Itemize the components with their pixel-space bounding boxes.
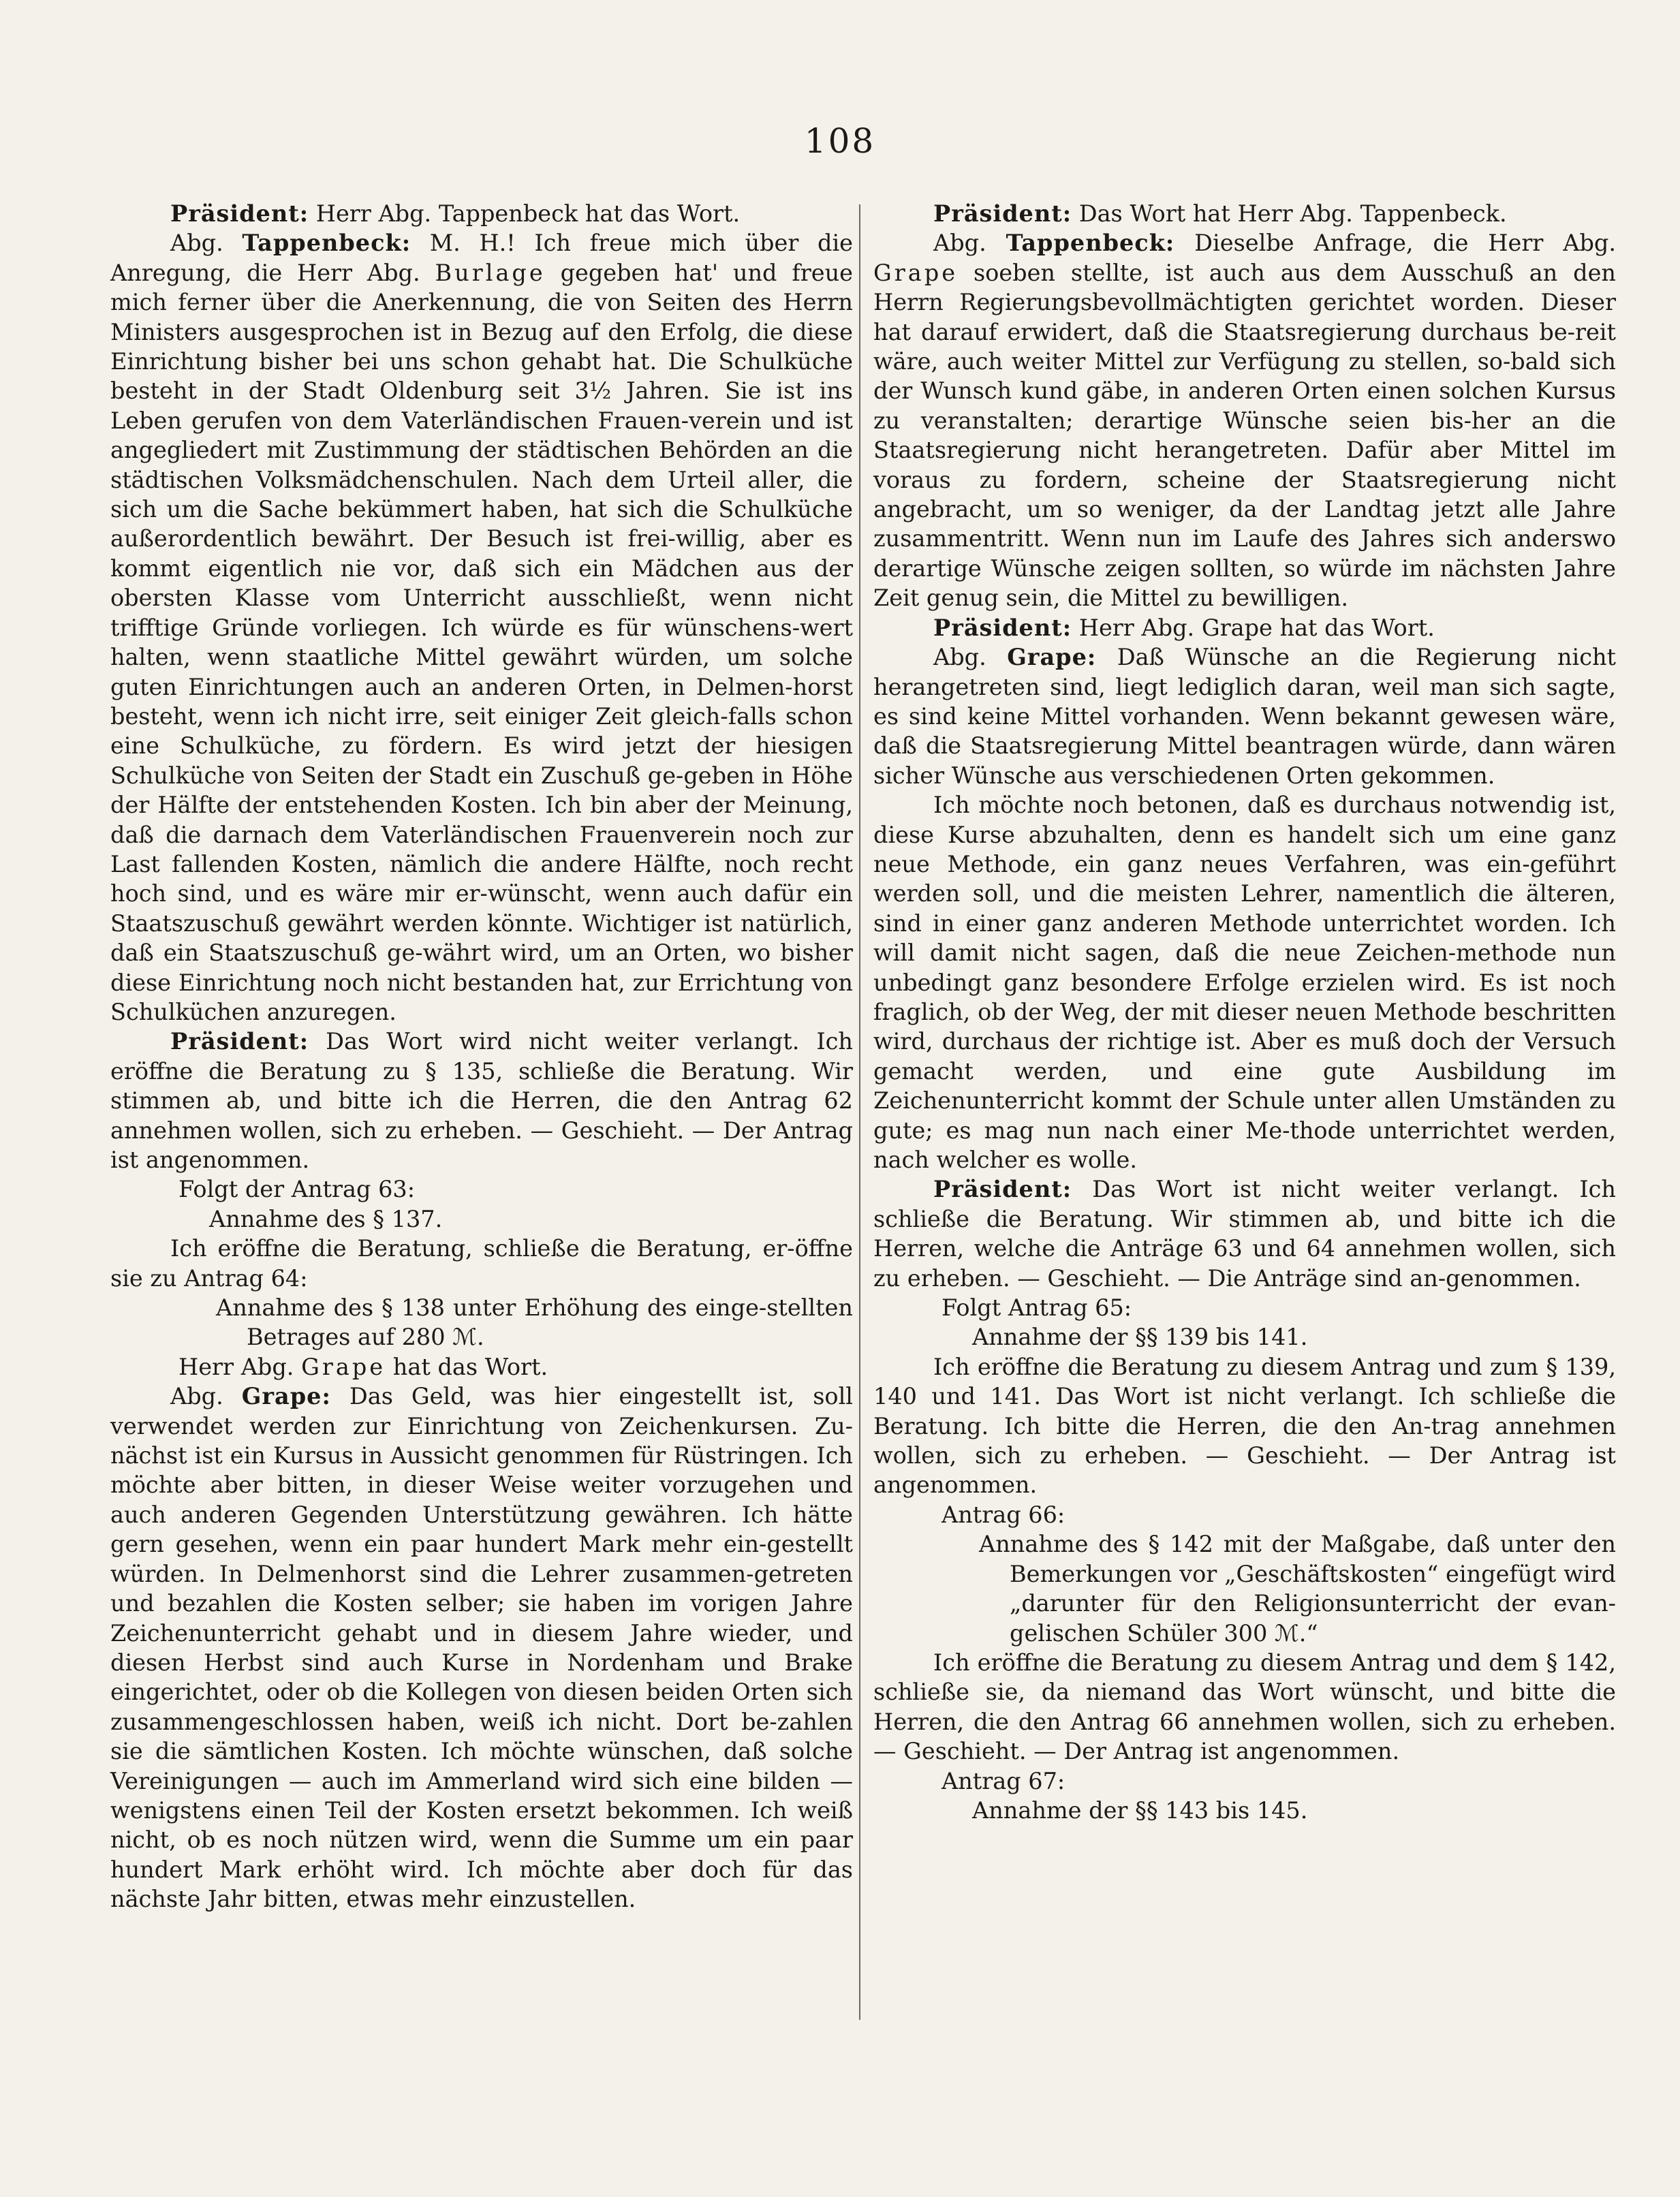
- paragraph-text: Herr Abg. Tappenbeck hat das Wort.: [309, 200, 741, 227]
- paragraph: [873, 228, 1616, 612]
- motion-heading: Folgt Antrag 65:: [942, 1294, 1132, 1322]
- paragraph: Ich eröffne die Beratung, schließe die Beratung, er-öffne sie zu Antrag 64:: [110, 1235, 853, 1292]
- motion-text: Annahme der §§ 139 bis 141.: [972, 1324, 1308, 1351]
- speaker-prefix: Abg.: [933, 644, 1008, 671]
- speaker-label: Grape:: [241, 1383, 331, 1410]
- speaker-label: Präsident:: [170, 1028, 309, 1055]
- paragraph-text: Das Wort ist nicht weiter verlangt. Ich schließe die Beratung. Wir stimmen ab, und bitte ich die Herren, welche die Anträge 63 und 64 annehmen wollen, sich zu erheben. — Geschieht. — Die Anträge sind an-genommen.: [873, 1176, 1616, 1292]
- name-spaced: Grape: [301, 1353, 386, 1380]
- paragraph: [110, 1027, 853, 1174]
- paragraph: [873, 199, 1616, 228]
- paragraph-text: Daß Wünsche an die Regierung nicht herangetreten sind, liegt lediglich daran, weil man sich sagte, es sind keine Mittel vorhanden. Wenn bekannt gewesen wäre, daß die Staatsregierung Mittel beantragen würde, dann wären sicher Wünsche aus verschiedenen Orten gekommen.: [873, 644, 1616, 789]
- speaker-label: Präsident:: [933, 1176, 1072, 1203]
- motion-heading: Folgt der Antrag 63:: [178, 1176, 416, 1203]
- speaker-prefix: Abg.: [170, 1383, 242, 1410]
- paragraph: [873, 1174, 1616, 1293]
- paragraph-text: Das Geld, was hier eingestellt ist, soll verwendet werden zur Einrichtung von Zeichenkursen. Zu-nächst ist ein Kursus in Aussicht genommen für Rüstringen. Ich möchte aber bitten, in dieser Weise weiter vorzugehen und auch anderen Gegenden Unterstützung gewähren. Ich hätte gern gesehen, wenn ein paar hundert Mark mehr ein-gestellt würden. In Delmenhorst sind die Lehrer zusammen-getreten und bezahlen die Kosten selber; sie haben im vorigen Jahre Zeichenunterricht gehabt und in diesem Jahre wieder, und diesen Herbst sind auch Kurse in Nordenham und Brake eingerichtet, oder ob die Kollegen von diesen beiden Orten sich zusammengeschlossen haben, weiß ich nicht. Dort be-zahlen sie die sämtlichen Kosten. Ich möchte wünschen, daß solche Vereinigungen — auch im Ammerland wird sich eine bilden — wenigstens einen Teil der Kosten ersetzt bekommen. Ich weiß nicht, ob es noch nützen wird, wenn die Summe um ein paar hundert Mark erhöht wird. Ich möchte aber doch für das nächste Jahr bitten, etwas mehr einzustellen.: [110, 1383, 853, 1913]
- paragraph-text: Das Wort wird nicht weiter verlangt. Ich eröffne die Beratung zu § 135, schließe die Beratung. Wir stimmen ab, und bitte ich die Herren, die den Antrag 62 annehmen wollen, sich zu erheben. — Geschieht. — Der Antrag ist angenommen.: [110, 1028, 853, 1173]
- motion-text: Annahme der §§ 143 bis 145.: [972, 1796, 1308, 1824]
- speaker-label: Präsident:: [170, 200, 309, 227]
- speaker-label: Tappenbeck:: [242, 230, 411, 257]
- paragraph-text: Herr Abg.: [178, 1353, 302, 1380]
- paragraph-text: Das Wort hat Herr Abg. Tappenbeck.: [1072, 200, 1507, 227]
- paragraph-text: hat das Wort.: [386, 1353, 548, 1380]
- paragraph: [110, 1352, 853, 1382]
- speaker-label: Tappenbeck:: [1006, 230, 1175, 257]
- paragraph: Ich möchte noch betonen, daß es durchaus notwendig ist, diese Kurse abzuhalten, denn es handelt sich um eine ganz neue Methode, ein ganz neues Verfahren, was ein-geführt werden soll, und die meisten Lehrer, namentlich die älteren, sind in einer ganz anderen Methode unterrichtet worden. Ich will damit nicht sagen, daß die neue Zeichen-methode nun unbedingt ganz besondere Erfolge erzielen wird. Es ist noch fraglich, ob der Weg, der mit dieser neuen Methode beschritten wird, durchaus der richtige ist. Aber es muß doch der Versuch gemacht werden, und eine gute Ausbildung im Zeichenunterricht kommt der Schule unter allen Umständen zu gute; es mag nun nach einer Me-thode unterrichtet werden, nach welcher es wolle.: [873, 792, 1616, 1173]
- motion-heading: Antrag 67:: [942, 1767, 1065, 1794]
- paragraph: [873, 642, 1616, 790]
- left-column: [110, 199, 853, 1914]
- paragraph: Ich eröffne die Beratung zu diesem Antrag und zum § 139, 140 und 141. Das Wort ist nicht verlangt. Ich schließe die Beratung. Ich bitte die Herren, die den An-trag annehmen wollen, sich zu erheben. — Geschieht. — Der Antrag ist angenommen.: [873, 1353, 1616, 1499]
- motion-text: Annahme des § 138 unter Erhöhung des einge-stellten Betrages auf 280 ℳ.: [216, 1294, 853, 1351]
- paragraph-text: Herr Abg. Grape hat das Wort.: [1072, 614, 1435, 641]
- speaker-prefix: Abg.: [170, 230, 243, 257]
- name-spaced: Burlage: [435, 259, 546, 286]
- speaker-label: Präsident:: [933, 614, 1072, 641]
- page-number: 108: [804, 121, 876, 161]
- right-column: [873, 199, 1616, 1825]
- paragraph: [110, 199, 853, 228]
- speaker-label: Grape:: [1007, 644, 1097, 671]
- paragraph-text: soeben stellte, ist auch aus dem Ausschuß an den Herrn Regierungsbevollmächtigten gerichtet worden. Dieser hat darauf erwidert, daß die Staatsregierung durchaus be-reit wäre, auch weiter Mittel zur Verfügung zu stellen, so-bald sich der Wunsch kund gäbe, in anderen Orten einen solchen Kursus zu veranstalten; derartige Wünsche seien bis-her an die Staatsregierung nicht herangetreten. Dafür aber Mittel im voraus zu fordern, scheine der Staatsregierung nicht angebracht, um so weniger, da der Landtag jetzt alle Jahre zusammentritt. Wenn nun im Laufe des Jahres sich anderswo derartige Wünsche zeigen sollten, so würde im nächsten Jahre Zeit genug sein, die Mittel zu bewilligen.: [873, 259, 1616, 612]
- paragraph-text: Dieselbe Anfrage, die Herr Abg.: [1175, 230, 1616, 257]
- paragraph: Ich eröffne die Beratung zu diesem Antrag und dem § 142, schließe sie, da niemand das Wort wünscht, und bitte die Herren, die den Antrag 66 annehmen wollen, sich zu erheben. — Geschieht. — Der Antrag ist angenommen.: [873, 1649, 1616, 1765]
- column-divider: [859, 204, 860, 2020]
- name-spaced: Grape: [873, 259, 959, 286]
- speaker-prefix: Abg.: [933, 230, 1006, 257]
- paragraph-text: gegeben hat' und freue mich ferner über die Anerkennung, die von Seiten des Herrn Ministers ausgesprochen ist in Bezug auf den Erfolg, die diese Einrichtung bisher bei uns schon gehabt hat. Die Schulküche besteht in der Stadt Oldenburg seit 3½ Jahren. Sie ist ins Leben gerufen von dem Vaterländischen Frauen-verein und ist angegliedert mit Zustimmung der städtischen Behörden an die städtischen Volksmädchenschulen. Nach dem Urteil aller, die sich um die Sache bekümmert haben, hat sich die Schulküche außerordentlich bewährt. Der Besuch ist frei-willig, aber es kommt eigentlich nie vor, daß sich ein Mädchen aus der obersten Klasse vom Unterricht ausschließt, wenn nicht trifftige Gründe vorliegen. Ich würde es für wünschens-wert halten, wenn staatliche Mittel gewährt würden, um solche guten Einrichtungen auch an anderen Orten, in Delmen-horst besteht, wenn ich nicht irre, seit einiger Zeit gleich-falls schon eine Schulküche, zu fördern. Es wird jetzt der hiesigen Schulküche von Seiten der Stadt ein Zuschuß ge-geben in Höhe der Hälfte der entstehenden Kosten. Ich bin aber der Meinung, daß die darnach dem Vaterländischen Frauenverein noch zur Last fallenden Kosten, nämlich die andere Hälfte, noch recht hoch sind, und es wäre mir er-wünscht, wenn auch dafür ein Staatszuschuß gewährt werden könnte. Wichtiger ist natürlich, daß ein Staatszuschuß ge-währt wird, um an Orten, wo bisher diese Einrichtung noch nicht bestanden hat, zur Errichtung von Schulküchen anzuregen.: [110, 259, 853, 1025]
- paragraph: [873, 613, 1616, 642]
- speaker-label: Präsident:: [933, 200, 1072, 227]
- motion-text: Annahme des § 137.: [209, 1205, 443, 1232]
- paragraph: [110, 228, 853, 1027]
- paragraph-text: M. H.! Ich freue mich über die Anregung, die Herr Abg.: [110, 230, 853, 286]
- motion-heading: Antrag 66:: [942, 1501, 1065, 1528]
- paragraph: [110, 1382, 853, 1914]
- motion-text: Annahme des § 142 mit der Maßgabe, daß unter den Bemerkungen vor „Geschäftskosten“ eingefügt wird „darunter für den Religionsunterricht der evan-gelischen Schüler 300 ℳ.“: [979, 1531, 1616, 1647]
